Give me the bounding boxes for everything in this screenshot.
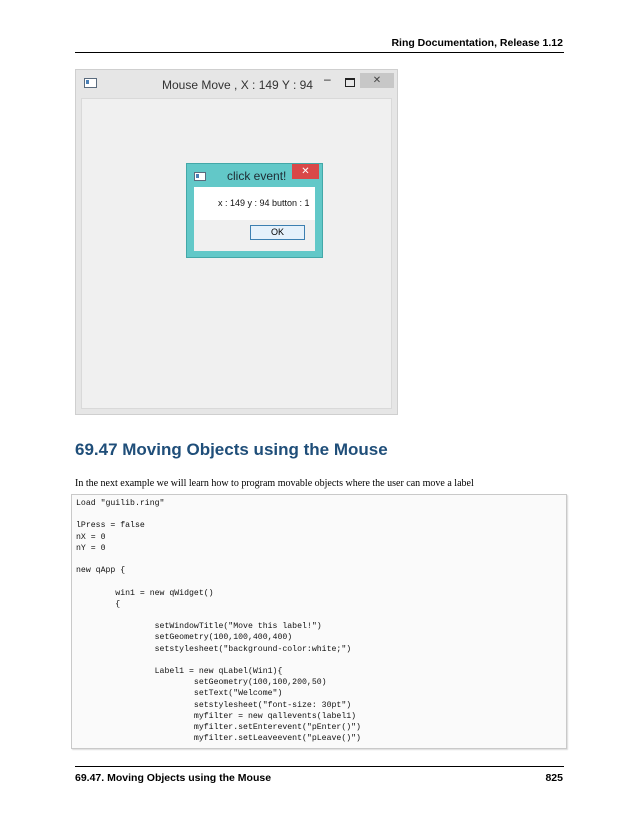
dialog-app-icon	[194, 172, 206, 181]
code-line: Label1 = new qLabel(Win1){	[76, 667, 283, 676]
code-block	[71, 494, 567, 749]
window-title: Mouse Move , X : 149 Y : 94	[162, 78, 313, 92]
running-header-title: Ring Documentation, Release 1.12	[391, 37, 563, 49]
dialog-message: x : 149 y : 94 button : 1	[218, 198, 310, 208]
code-line: setGeometry(100,100,200,50)	[76, 678, 327, 688]
code-line: setText("Welcome")	[76, 689, 283, 699]
dialog-title: click event!	[227, 169, 287, 183]
code-line: new qApp {	[76, 566, 126, 576]
dialog-body	[194, 187, 315, 220]
code-line: nX = 0	[76, 532, 106, 542]
code-line: setGeometry(100,100,400,400)	[76, 633, 293, 643]
code-line: Load "guilib.ring"	[76, 499, 165, 508]
code-line: lPress = false	[76, 521, 145, 531]
section-heading: 69.47 Moving Objects using the Mouse	[75, 440, 388, 459]
dialog-footer	[194, 220, 315, 251]
header-rule	[75, 52, 564, 53]
window-titlebar	[76, 70, 397, 98]
code-line: setstylesheet("font-size: 30pt")	[76, 700, 352, 710]
dialog-close-icon: ✕	[292, 164, 319, 179]
maximize-icon	[345, 78, 355, 87]
code-line: {	[76, 599, 121, 609]
ok-button: OK	[250, 225, 305, 240]
screenshot-figure	[75, 69, 398, 415]
intro-paragraph: In the next example we will learn how to program movable objects where the user can move a label	[75, 478, 474, 489]
page-number: 825	[545, 772, 563, 784]
minimize-icon: –	[324, 72, 331, 86]
footer-rule	[75, 766, 564, 767]
code-line: myfilter.setEnterevent("pEnter()")	[76, 723, 361, 732]
code-line: myfilter = new qallevents(label1)	[76, 711, 357, 721]
code-line: setstylesheet("background-color:white;")	[76, 644, 352, 654]
window-close-icon: ✕	[360, 73, 394, 88]
footer-section-label: 69.47. Moving Objects using the Mouse	[75, 772, 272, 784]
code-line: myfilter.setLeaveevent("pLeave()")	[76, 734, 361, 744]
message-dialog	[186, 163, 323, 258]
code-line: setWindowTitle("Move this label!")	[76, 622, 322, 632]
code-line: win1 = new qWidget()	[76, 588, 214, 598]
code-line: nY = 0	[76, 543, 106, 553]
